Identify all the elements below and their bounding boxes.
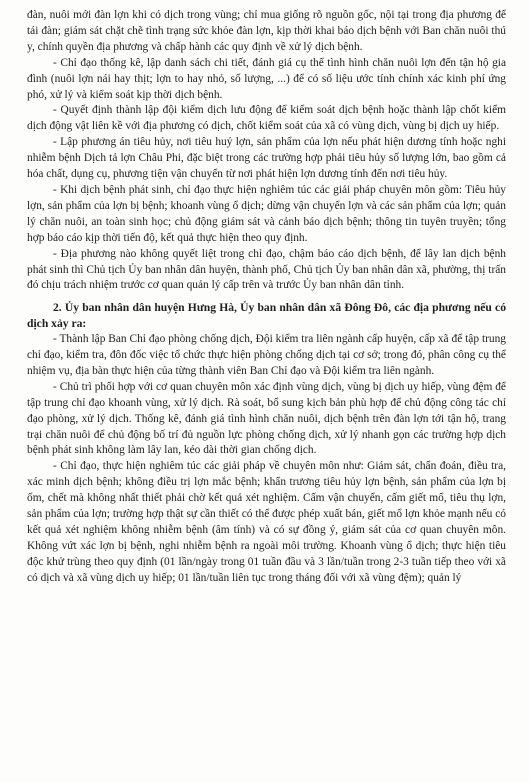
paragraph-continuation: đàn, nuôi mới đàn lợn khi có dịch trong vùng; chỉ mua giống rõ nguồn gốc, nội tại trong địa phương để tái đàn; giám sát chặt chẽ tình trạng sức khỏe đàn lợn, kịp thời khai báo dịch bệnh với Ban chăn nuôi thú y, chính quyền địa phương và chấp hành các quy định về xử lý dịch bệnh. [27, 9, 506, 53]
paragraph-coordination: - Chủ trì phối hợp với cơ quan chuyên môn xác định vùng dịch, vùng bị dịch uy hiếp, vùng đệm để tập trung chỉ đạo khoanh vùng, xử lý dịch. Rà soát, bổ sung kịch bản phù hợp để chủ động công tác chỉ đạo phòng, xử lý dịch. Thống kê, đánh giá tình hình chăn nuôi, dịch bệnh trên đàn lợn tới tận hộ, trang trại chăn nuôi để chủ động bố trí đủ nguồn lực phòng chống dịch, xử lý nhanh gọn các trường hợp dịch bệnh phát sinh không làm lây lan, kéo dài thời gian chống dịch. [27, 380, 506, 457]
paragraph-disposal-plan: - Lập phương án tiêu hủy, nơi tiêu huỷ lợn, sản phẩm của lợn nếu phát hiện dương tính hoặc nghi nhiễm bệnh Dịch tả lợn Châu Phi, đặc biệt trong các trường hợp phải tiêu hủy số lượng lớn, bao gồm cả hóa chất, dụng cụ, phương tiện vận chuyển từ nơi phát hiện lợn dương tính đến nơi tiêu hủy. [27, 136, 506, 181]
paragraph-statistics: - Chỉ đạo thống kê, lập danh sách chi tiết, đánh giá cụ thể tình hình chăn nuôi lợn đến tận hộ gia đình (nuôi lợn nái hay thịt; lợn to hay nhỏ, số lượng, ...) để có số liệu ước tính chính xác kinh phí ứng phó, xử lý và kiểm soát kịp thời dịch bệnh. [27, 56, 506, 101]
paragraph-quarantine-team: - Quyết định thành lập đội kiểm dịch lưu động để kiểm soát dịch bệnh hoặc thành lập chốt kiểm dịch động vật liên kề với địa phương có dịch, chốt kiểm soát của xã có vùng dịch, vùng bị dịch uy hiếp. [27, 104, 506, 133]
paragraph-steering-committee: - Thành lập Ban Chỉ đạo phòng chống dịch, Đội kiểm tra liên ngành cấp huyện, cấp xã để tập trung chỉ đạo, kiểm tra, đôn đốc việc tổ chức thực hiện phòng chống dịch tại cơ sở; trong đó, phân công cụ thể nhiệm vụ, địa bàn thực hiện của từng thành viên Ban Chỉ đạo và Đội kiểm tra liên ngành. [27, 333, 506, 377]
section-heading: 2. Ủy ban nhân dân huyện Hưng Hà, Ủy ban nhân dân xã Đông Đô, các địa phương nếu có dịch xảy ra: [27, 301, 506, 331]
paragraph-implementation: - Chỉ đạo, thực hiện nghiêm túc các giải pháp về chuyên môn như: Giám sát, chẩn đoán, điều tra, xác minh dịch bệnh; không điều trị lợn mắc bệnh; khẩn trương tiêu hủy lợn bệnh, sản phẩm của lợn bị ốm, chết mà không nhất thiết phải chờ kết quả xét nghiệm. Cấm vận chuyển, cấm giết mổ, tiêu thụ lợn, sản phẩm của lợn; trường hợp thật sự cần thiết có thể được phép xuất bán, giết mổ lợn khỏe mạnh nếu có kết quả xét nghiệm không nhiễm bệnh (âm tính) và có sự đồng ý, giám sát của cơ quan chuyên môn. Không vứt xác lợn bị bệnh, nghi nhiễm bệnh ra ngoài môi trường. Khoanh vùng ổ dịch; thực hiện tiêu độc khử trùng theo quy định (01 lần/ngày trong 01 tuần đầu và 3 lần/tuần trong 2-3 tuần tiếp theo với xã có dịch và xã vùng dịch uy hiếp; 01 lần/tuần liên tục trong tháng đối với xã vùng đệm); quản lý [27, 460, 506, 584]
paragraph-technical-measures: - Khi dịch bệnh phát sinh, chỉ đạo thực hiện nghiêm túc các giải pháp chuyên môn gồm: Tiêu hủy lợn, sản phẩm của lợn bị bệnh; khoanh vùng ổ dịch; dừng vận chuyển lợn và các sản phẩm của lợn; quản lý chăn nuôi, an toàn sinh học; chủ động giám sát và cảnh báo dịch bệnh; thông tin tuyên truyền; tổng hợp báo cáo kịp thời tiến độ, kết quả thực hiện theo quy định. [27, 183, 506, 244]
paragraph-accountability: - Địa phương nào không quyết liệt trong chỉ đạo, chậm báo cáo dịch bệnh, để lây lan dịch bệnh phát sinh thì Chủ tịch Ủy ban nhân dân huyện, thành phố, Chủ tịch Ủy ban nhân dân xã, phường, thị trấn đó chịu trách nhiệm trước cơ quan quản lý cấp trên và trước Ủy ban nhân dân tỉnh. [27, 247, 506, 292]
